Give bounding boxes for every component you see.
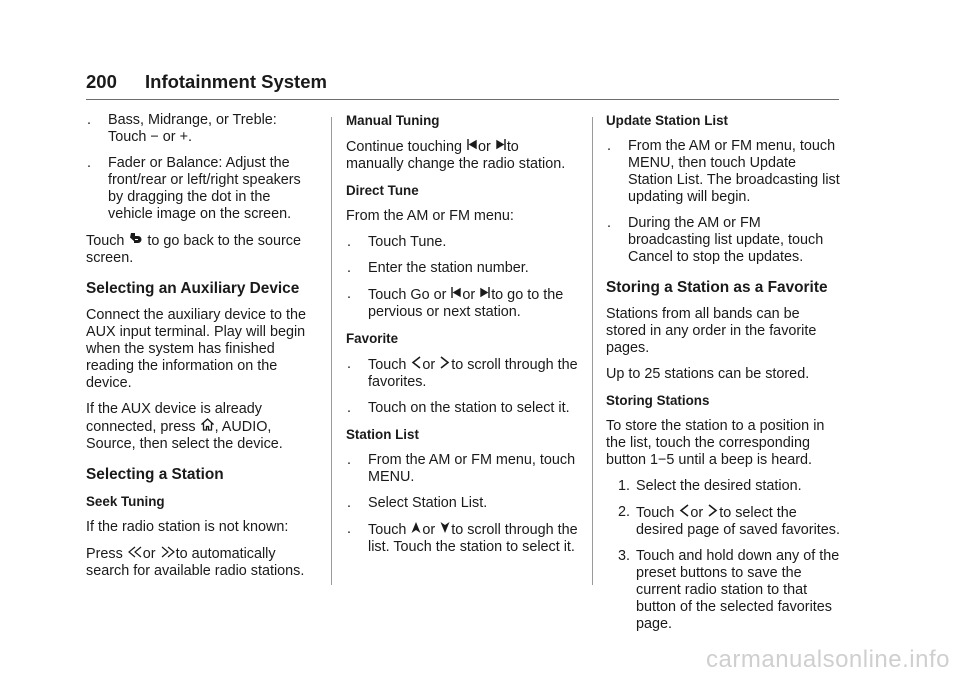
subheading-favorite: Favorite <box>346 331 399 346</box>
paragraph: Up to 25 stations can be stored. <box>606 366 810 382</box>
text: Touch Go or <box>368 287 447 303</box>
chevron-left-icon <box>678 505 690 520</box>
heading-station: Selecting a Station <box>86 466 224 483</box>
text: If the AUX device is already connected, press <box>86 401 262 435</box>
column-1 <box>86 112 314 589</box>
text: , AUDIO, Source, then select the device. <box>86 419 283 452</box>
seek-down-icon <box>127 546 143 561</box>
subheading-storing-stations: Storing Stations <box>606 393 710 408</box>
seek-up-icon <box>160 546 176 561</box>
list-item <box>86 112 314 146</box>
list-item <box>606 138 840 206</box>
subheading-manual: Manual Tuning <box>346 113 440 128</box>
list-item <box>346 286 578 321</box>
step-number: 2. <box>617 504 630 520</box>
back-arrow-icon <box>128 233 143 248</box>
step-number: 1. <box>617 478 630 494</box>
page-number: 200 <box>86 71 117 92</box>
page-header <box>86 71 839 100</box>
list-item <box>346 452 578 486</box>
text: to automatically search for available radio stations. <box>86 546 305 579</box>
bullet-marker: . <box>347 452 351 468</box>
text: Touch <box>86 233 125 249</box>
text: Touch <box>636 505 675 521</box>
text: to manually change the radio station. <box>346 139 566 172</box>
list-item <box>346 356 578 391</box>
bullet-marker: . <box>347 495 351 511</box>
section-title: Infotainment System <box>145 71 327 92</box>
text: or <box>142 546 156 562</box>
text: to go to the pervious or next station. <box>368 287 564 320</box>
list-item <box>346 400 578 417</box>
bullet-text: From the AM or FM menu, touch MENU, then touch Update Station List. The broadcasting list updating will begin. <box>628 138 840 205</box>
bullet-marker: . <box>347 260 351 276</box>
bullet-marker: . <box>87 112 91 128</box>
text: or <box>690 505 704 521</box>
step-number: 3. <box>617 548 630 564</box>
watermark: carmanualsonline.info <box>706 646 950 673</box>
seek-instruction <box>86 545 314 580</box>
bullet-marker: . <box>347 400 351 416</box>
text: Touch <box>368 522 407 538</box>
tune-left-icon <box>466 139 478 154</box>
bullet-marker: . <box>607 138 611 154</box>
home-icon <box>200 419 215 434</box>
list-item <box>606 478 840 495</box>
column-divider-2 <box>592 117 593 585</box>
list-item <box>86 155 314 223</box>
bullet-text: Fader or Balance: Adjust the front/rear or left/right speakers by dragging the dot in the vehicle image on the screen. <box>108 155 301 222</box>
column-divider-1 <box>331 117 332 585</box>
chevron-right-icon <box>439 357 451 372</box>
heading-storing: Storing a Station as a Favorite <box>606 279 828 296</box>
tune-right-icon <box>479 287 491 302</box>
up-arrow-icon <box>410 522 422 537</box>
text: Continue touching <box>346 139 463 155</box>
subheading-seek: Seek Tuning <box>86 494 165 509</box>
bullet-marker: . <box>347 356 351 372</box>
bullet-text: From the AM or FM menu, touch MENU. <box>368 452 576 485</box>
tune-right-icon <box>495 139 507 154</box>
bullet-marker: . <box>347 234 351 250</box>
manual-instruction <box>346 138 578 173</box>
subheading-direct: Direct Tune <box>346 183 419 198</box>
text: to scroll through the favorites. <box>368 357 578 390</box>
text: or <box>422 522 436 538</box>
paragraph: Stations from all bands can be stored in any order in the favorite pages. <box>606 306 817 356</box>
bullet-marker: . <box>607 215 611 231</box>
text: Press <box>86 546 123 562</box>
chevron-left-icon <box>410 357 422 372</box>
list-item <box>346 260 578 277</box>
column-2 <box>346 112 578 565</box>
text: or <box>462 287 476 303</box>
bullet-text: Bass, Midrange, or Treble: Touch − or +. <box>108 112 277 145</box>
text: or <box>422 357 436 373</box>
paragraph: To store the station to a position in the list, touch the corresponding button 1−5 until a beep is heard. <box>606 418 825 468</box>
paragraph: If the radio station is not known: <box>86 519 289 535</box>
down-arrow-icon <box>439 522 451 537</box>
list-item <box>346 521 578 556</box>
step-text: Select the desired station. <box>636 478 802 494</box>
subheading-update: Update Station List <box>606 113 729 128</box>
tune-left-icon <box>450 287 462 302</box>
text: to go back to the source screen. <box>86 233 302 266</box>
bullet-text: Touch on the station to select it. <box>368 400 570 416</box>
paragraph: Connect the auxiliary device to the AUX input terminal. Play will begin when the system has finished reading the information on the device. <box>86 307 306 391</box>
list-item <box>606 215 840 266</box>
bullet-text: Touch Tune. <box>368 234 447 250</box>
chevron-right-icon <box>707 505 719 520</box>
bullet-text: Select Station List. <box>368 495 488 511</box>
bullet-marker: . <box>347 521 351 537</box>
bullet-text: Enter the station number. <box>368 260 529 276</box>
text: to scroll through the list. Touch the station to select it. <box>368 522 578 555</box>
bullet-marker: . <box>87 155 91 171</box>
subheading-station-list: Station List <box>346 427 419 442</box>
aux-instruction <box>86 401 314 453</box>
list-item <box>606 548 840 633</box>
text: Touch <box>368 357 407 373</box>
step-text: Touch and hold down any of the preset buttons to save the current radio station to that button of the selected favorites page. <box>636 548 840 632</box>
bullet-marker: . <box>347 286 351 302</box>
list-item <box>346 234 578 251</box>
heading-aux: Selecting an Auxiliary Device <box>86 280 300 297</box>
paragraph: From the AM or FM menu: <box>346 208 514 224</box>
text: to select the desired page of saved favorites. <box>636 505 840 538</box>
bullet-text: During the AM or FM broadcasting list update, touch Cancel to stop the updates. <box>628 215 824 265</box>
back-instruction <box>86 232 314 267</box>
text: or <box>478 139 491 155</box>
list-item <box>606 504 840 539</box>
column-3 <box>606 112 840 642</box>
list-item <box>346 495 578 512</box>
